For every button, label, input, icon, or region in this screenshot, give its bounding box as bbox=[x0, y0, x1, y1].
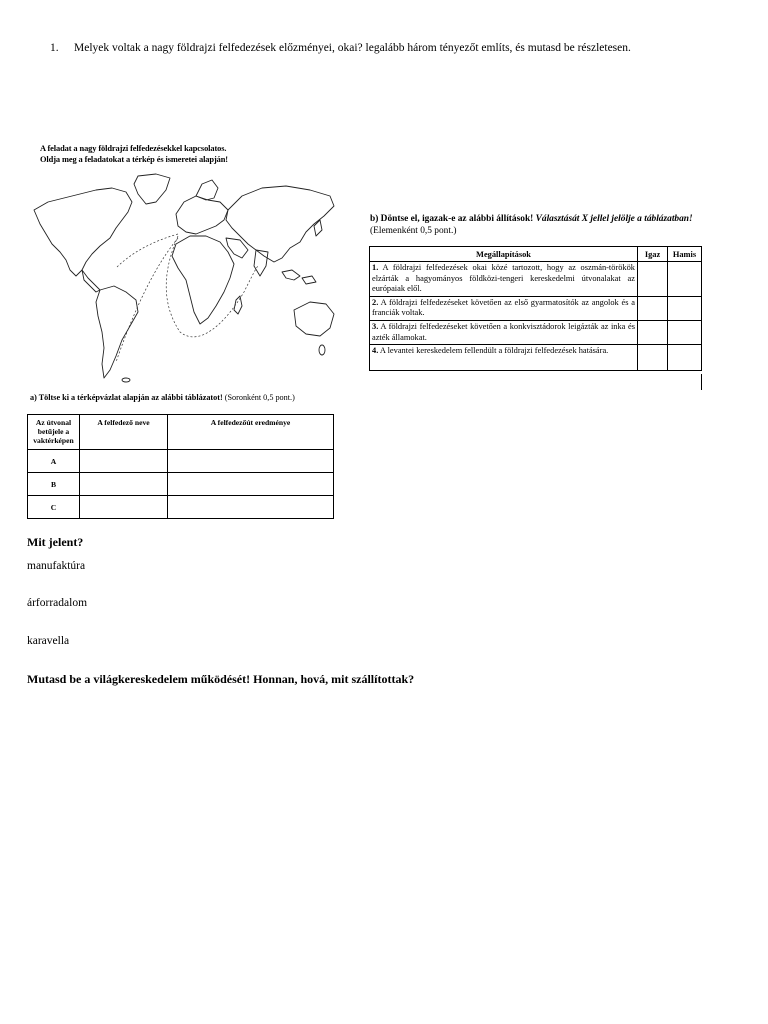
map-south-america bbox=[96, 286, 138, 378]
table-a-letter: A bbox=[28, 450, 80, 473]
question-1-number: 1. bbox=[50, 42, 59, 54]
map-island-nz bbox=[319, 345, 325, 355]
statement-3 bbox=[370, 320, 638, 344]
table-row bbox=[370, 320, 702, 344]
statement-1 bbox=[370, 262, 638, 297]
trade-question: Mutasd be a világkereskedelem működését! Honnan, hová, mit szállítottak? bbox=[27, 672, 415, 686]
map-north-america bbox=[34, 188, 132, 276]
mit-jelent-heading: Mit jelent? bbox=[27, 535, 84, 549]
true-checkbox-cell[interactable] bbox=[638, 345, 668, 371]
statement-number: 4. bbox=[372, 346, 379, 356]
table-row bbox=[370, 262, 702, 297]
scan-title-line-1: A feladat a nagy földrajzi felfedezésekkel kapcsolatos. bbox=[40, 144, 227, 153]
table-b-header-row bbox=[370, 247, 702, 262]
table-a-cell-explorer[interactable] bbox=[80, 450, 168, 473]
table-a-cell-result[interactable] bbox=[168, 450, 334, 473]
statement-4 bbox=[370, 345, 638, 371]
true-checkbox-cell[interactable] bbox=[638, 296, 668, 320]
task-a-label bbox=[30, 393, 295, 403]
true-checkbox-cell[interactable] bbox=[638, 320, 668, 344]
scan-edge-line bbox=[701, 374, 702, 390]
table-row bbox=[28, 473, 334, 496]
table-b-header-statements: Megállapítások bbox=[370, 247, 638, 262]
statement-number: 1. bbox=[372, 263, 379, 272]
term-arforradalom: árforradalom bbox=[27, 597, 88, 609]
map-scandinavia bbox=[196, 180, 218, 200]
map-central-america bbox=[82, 270, 100, 292]
statement-number: 2. bbox=[372, 297, 379, 307]
statement-text: A földrajzi felfedezéseket követően az első gyarmatosítók az angolok és a franciák voltak. bbox=[372, 297, 635, 318]
table-a-header-explorer: A felfedező neve bbox=[80, 415, 168, 450]
world-outline-map bbox=[30, 172, 338, 392]
map-indonesia bbox=[282, 270, 316, 284]
map-asia bbox=[226, 186, 334, 262]
map-japan bbox=[314, 220, 322, 236]
table-b-header-true: Igaz bbox=[638, 247, 668, 262]
table-a-header-row bbox=[28, 415, 334, 450]
map-africa bbox=[172, 236, 234, 324]
statement-number: 3. bbox=[372, 321, 379, 331]
map-route-c bbox=[116, 238, 178, 362]
table-a-cell-result[interactable] bbox=[168, 496, 334, 519]
statement-text: A földrajzi felfedezések okai közé tartozott, hogy az oszmán-törökök elzárták a hagyományos földközi-tengeri kereskedelmi útvonalakat az európaiak elől. bbox=[372, 263, 635, 294]
false-checkbox-cell[interactable] bbox=[668, 296, 702, 320]
statement-text: A levantei kereskedelem fellendült a földrajzi felfedezések hatására. bbox=[379, 346, 609, 356]
table-a-letter: C bbox=[28, 496, 80, 519]
task-b-points: (Elemenként 0,5 pont.) bbox=[370, 226, 457, 236]
table-a-cell-result[interactable] bbox=[168, 473, 334, 496]
map-route-b bbox=[166, 236, 258, 337]
table-a-letter: B bbox=[28, 473, 80, 496]
table-a-header-letter: Az útvonal betűjele a vaktérképen bbox=[28, 415, 80, 450]
task-a-points: (Soronként 0,5 pont.) bbox=[224, 393, 295, 402]
statement-text: A földrajzi felfedezéseket követően a konkvisztádorok leigázták az inka és azték államokat. bbox=[372, 321, 635, 342]
map-island-antarctic bbox=[122, 378, 130, 382]
table-row bbox=[28, 450, 334, 473]
table-a-header-result: A felfedezőút eredménye bbox=[168, 415, 334, 450]
table-row bbox=[370, 296, 702, 320]
scan-title-line-2: Oldja meg a feladatokat a térkép és ismeretei alapján! bbox=[40, 155, 228, 164]
map-australia bbox=[294, 302, 334, 336]
term-manufaktura: manufaktúra bbox=[27, 560, 86, 572]
term-karavella: karavella bbox=[27, 635, 70, 647]
task-a-title: a) Töltse ki a térképvázlat alapján az alábbi táblázatot! bbox=[30, 393, 223, 402]
table-a-cell-explorer[interactable] bbox=[80, 496, 168, 519]
task-b-label bbox=[370, 213, 706, 237]
question-1-text: Melyek voltak a nagy földrajzi felfedezések előzményei, okai? legalább három tényezőt említs, és mutasd be részletesen. bbox=[74, 42, 631, 54]
false-checkbox-cell[interactable] bbox=[668, 345, 702, 371]
map-europe bbox=[176, 196, 228, 234]
task-b-instruction: Választását X jellel jelölje a táblázatban! bbox=[535, 214, 693, 224]
task-b-title: b) Döntse el, igazak-e az alábbi állítások! bbox=[370, 214, 534, 224]
statement-2 bbox=[370, 296, 638, 320]
table-a bbox=[27, 414, 334, 519]
map-greenland bbox=[134, 174, 170, 204]
question-1 bbox=[50, 42, 631, 54]
table-a-cell-explorer[interactable] bbox=[80, 473, 168, 496]
true-checkbox-cell[interactable] bbox=[638, 262, 668, 297]
false-checkbox-cell[interactable] bbox=[668, 262, 702, 297]
false-checkbox-cell[interactable] bbox=[668, 320, 702, 344]
table-row bbox=[370, 345, 702, 371]
table-row bbox=[28, 496, 334, 519]
scan-title bbox=[40, 143, 228, 165]
table-b bbox=[369, 246, 702, 371]
table-b-header-false: Hamis bbox=[668, 247, 702, 262]
